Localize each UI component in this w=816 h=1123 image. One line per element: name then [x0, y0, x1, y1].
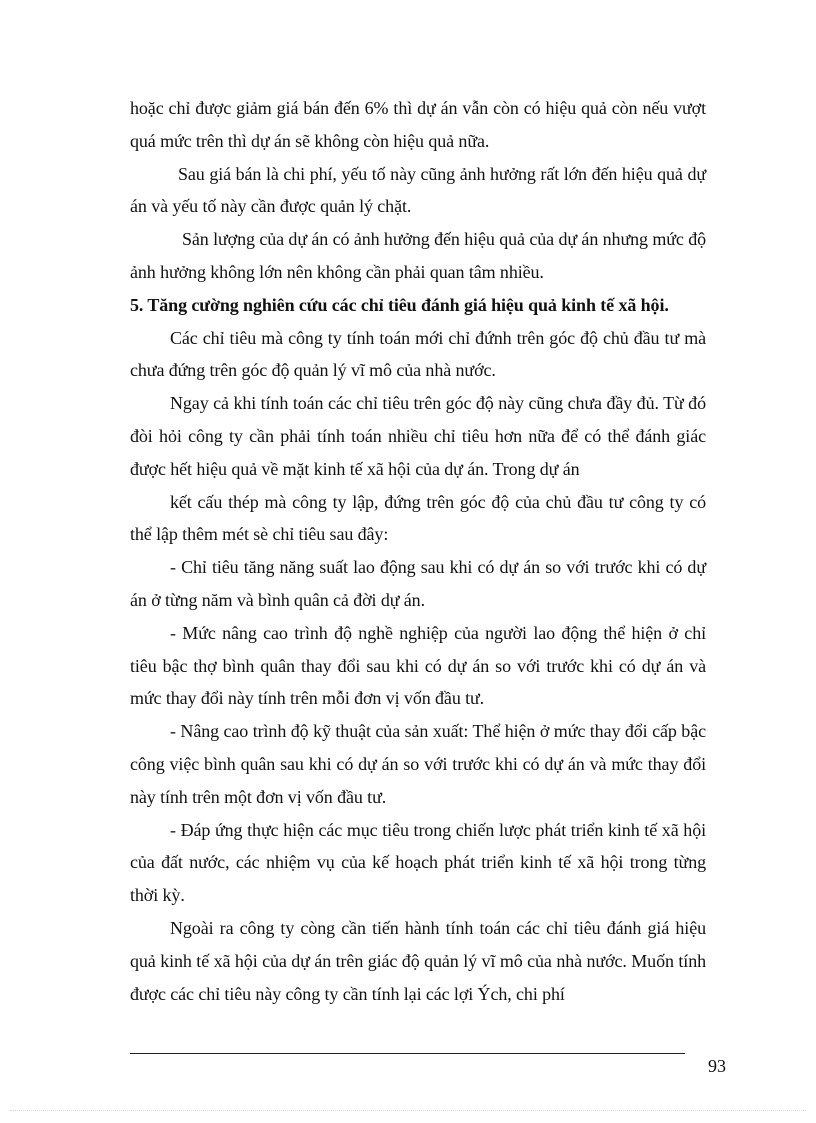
page-number: 93	[708, 1056, 726, 1076]
bullet-paragraph: - Mức nâng cao trình độ nghề nghiệp của người lao động thể hiện ở chỉ tiêu bậc thợ bình quân thay đổi sau khi có dự án so với trước khi có dự án và mức thay đổi này tính trên mỗi đơn vị vốn đầu tư.	[130, 622, 706, 709]
paragraph: Ngoài ra công ty còng cần tiến hành tính toán các chỉ tiêu đánh giá hiệu quả kinh tế xã hội của dự án trên giác độ quản lý vĩ mô của nhà nước. Muốn tính được các chỉ tiêu này công ty cần tính lại các lợi Ých, chi phí	[130, 917, 706, 1004]
page-edge-divider	[10, 1110, 806, 1111]
paragraph: Các chỉ tiêu mà công ty tính toán mới chỉ đứnh trên góc độ chủ đầu tư mà chưa đứng trên góc độ quản lý vĩ mô của nhà nước.	[130, 327, 706, 381]
paragraph: Sản lượng của dự án có ảnh hưởng đến hiệu quả của dự án nhưng mức độ ảnh hưởng không lớn nên không cần phải quan tâm nhiều.	[130, 229, 706, 282]
section-heading: 5. Tăng cường nghiên cứu các chỉ tiêu đánh giá hiệu quả kinh tế xã hội.	[130, 294, 669, 315]
page-body	[130, 92, 706, 1010]
footer-rule	[130, 1053, 685, 1054]
bullet-paragraph: - Đáp ứng thực hiện các mục tiêu trong chiến lược phát triển kinh tế xã hội của đất nước, các nhiệm vụ của kế hoạch phát triển kinh tế xã hội trong từng thời kỳ.	[130, 819, 706, 906]
bullet-paragraph: - Nâng cao trình độ kỹ thuật của sản xuất: Thể hiện ở mức thay đổi cấp bậc công việc bình quân sau khi có dự án so với trước khi có dự án và mức thay đổi này tính trên một đơn vị vốn đầu tư.	[130, 721, 706, 807]
paragraph: Sau giá bán là chi phí, yếu tố này cũng ảnh hưởng rất lớn đến hiệu quả dự án và yếu tố này cần được quản lý chặt.	[130, 163, 706, 217]
paragraph: hoặc chỉ được giảm giá bán đến 6% thì dự án vẫn còn có hiệu quả còn nếu vượt quá mức trên thì dự án sẽ không còn hiệu quả nữa.	[130, 98, 706, 151]
paragraph: kết cấu thép mà công ty lập, đứng trên góc độ của chủ đầu tư công ty có thể lập thêm mét sè chỉ tiêu sau đây:	[130, 491, 706, 545]
bullet-paragraph: - Chỉ tiêu tăng năng suất lao động sau khi có dự án so với trước khi có dự án ở từng năm và bình quân cả đời dự án.	[130, 557, 706, 610]
paragraph: Ngay cả khi tính toán các chỉ tiêu trên góc độ này cũng chưa đầy đủ. Từ đó đòi hỏi công ty cần phải tính toán nhiều chỉ tiêu hơn nữa để có thể đánh giác được hết hiệu quả về mặt kinh tế xã hội của dự án. Trong dự án	[130, 393, 706, 479]
